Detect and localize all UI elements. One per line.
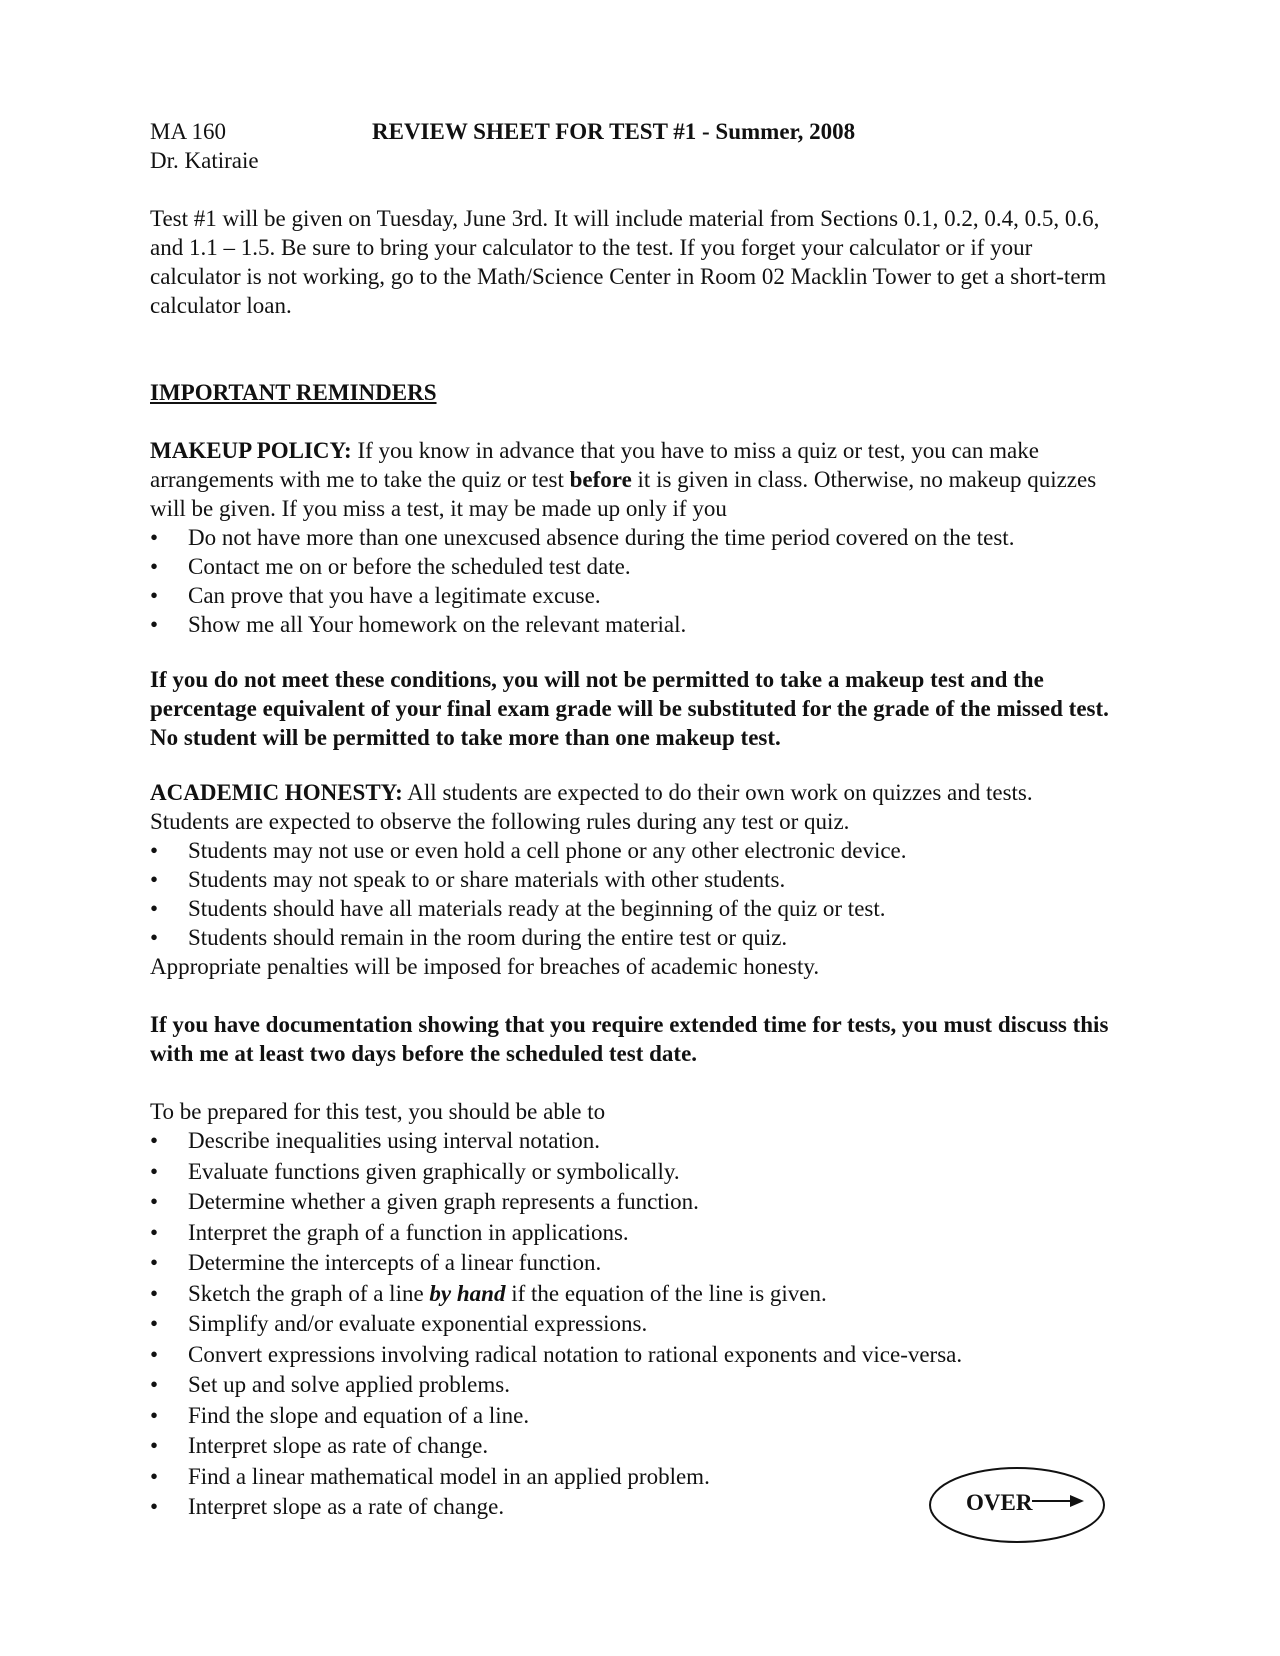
academic-honesty-label: ACADEMIC HONESTY: <box>150 780 403 805</box>
list-item: • Students may not speak to or share materials with other students. <box>150 865 1110 894</box>
arrow-head-icon <box>1070 1495 1084 1507</box>
course-code: MA 160 <box>150 119 227 144</box>
list-item: • Find a linear mathematical model in an applied problem. <box>150 1462 1110 1493</box>
makeup-policy-paragraph <box>150 436 1110 523</box>
prep-skills-list <box>150 1126 1110 1523</box>
makeup-policy-text-2: it is given in class. Otherwise, no makeup quizzes will be given. If you miss a test, it may be made up only if you <box>150 467 1097 521</box>
list-item: • Students should remain in the room during the entire test or quiz. <box>150 923 1110 952</box>
makeup-conditions-list <box>150 523 1110 639</box>
makeup-policy-emphasis: before <box>569 467 632 492</box>
reminders-heading: IMPORTANT REMINDERS <box>150 380 437 405</box>
makeup-warning: If you do not meet these conditions, you will not be permitted to take a makeup test and the percentage equivalent of your final exam grade will be substituted for the grade of the missed test. No student will be permitted to take more than one makeup test. <box>150 667 1109 750</box>
document-title: REVIEW SHEET FOR TEST #1 - Summer, 2008 <box>372 119 856 144</box>
prep-intro: To be prepared for this test, you should be able to <box>150 1099 606 1124</box>
list-item: • Can prove that you have a legitimate excuse. <box>150 581 1110 610</box>
over-label: OVER <box>966 1490 1033 1515</box>
list-item: • Students may not use or even hold a cell phone or any other electronic device. <box>150 836 1110 865</box>
instructor-name: Dr. Katiraie <box>150 148 259 173</box>
list-item: • Students should have all materials ready at the beginning of the quiz or test. <box>150 894 1110 923</box>
list-item: • Describe inequalities using interval notation. <box>150 1126 1110 1157</box>
list-item: • Determine the intercepts of a linear function. <box>150 1248 1110 1279</box>
header <box>150 117 1110 146</box>
academic-honesty-text: All students are expected to do their own work on quizzes and tests. Students are expected to observe the following rules during any test or quiz. <box>150 780 1033 834</box>
honesty-closing: Appropriate penalties will be imposed for breaches of academic honesty. <box>150 954 820 979</box>
list-item: • Convert expressions involving radical notation to rational exponents and vice-versa. <box>150 1340 1110 1371</box>
review-sheet-page <box>150 117 1110 1523</box>
honesty-rules-list <box>150 836 1110 952</box>
list-item: • Show me all Your homework on the relevant material. <box>150 610 1110 639</box>
list-item: • Do not have more than one unexcused absence during the time period covered on the test. <box>150 523 1110 552</box>
extended-time-notice: If you have documentation showing that you require extended time for tests, you must discuss this with me at least two days before the scheduled test date. <box>150 1012 1109 1066</box>
list-item: • Find the slope and equation of a line. <box>150 1401 1110 1432</box>
academic-honesty-paragraph <box>150 778 1110 836</box>
list-item: • Interpret slope as rate of change. <box>150 1431 1110 1462</box>
sketch-text-before: Sketch the graph of a line <box>188 1280 430 1306</box>
list-item: • Set up and solve applied problems. <box>150 1370 1110 1401</box>
list-item: • Interpret slope as a rate of change. <box>150 1492 1110 1523</box>
over-badge <box>928 1466 1106 1544</box>
list-item: • Interpret the graph of a function in applications. <box>150 1218 1110 1249</box>
sketch-emphasis: by hand <box>429 1280 506 1306</box>
sketch-text-after: if the equation of the line is given. <box>505 1280 827 1306</box>
list-item: • Contact me on or before the scheduled test date. <box>150 552 1110 581</box>
list-item: • Determine whether a given graph represents a function. <box>150 1187 1110 1218</box>
list-item: • Simplify and/or evaluate exponential expressions. <box>150 1309 1110 1340</box>
intro-paragraph: Test #1 will be given on Tuesday, June 3rd. It will include material from Sections 0.1, 0.2, 0.4, 0.5, 0.6, and 1.1 – 1.5. Be sure to bring your calculator to the test. If you forget your calculator or if your calculator is not working, go to the Math/Science Center in Room 02 Macklin Tower to get a short-term calculator loan. <box>150 206 1107 318</box>
list-item <box>150 1279 1110 1310</box>
makeup-policy-label: MAKEUP POLICY: <box>150 438 352 463</box>
makeup-policy-text-1: If you know in advance that you have to miss a quiz or test, you can make arrangements with me to take the quiz or test <box>150 438 1039 492</box>
list-item: • Evaluate functions given graphically or symbolically. <box>150 1157 1110 1188</box>
